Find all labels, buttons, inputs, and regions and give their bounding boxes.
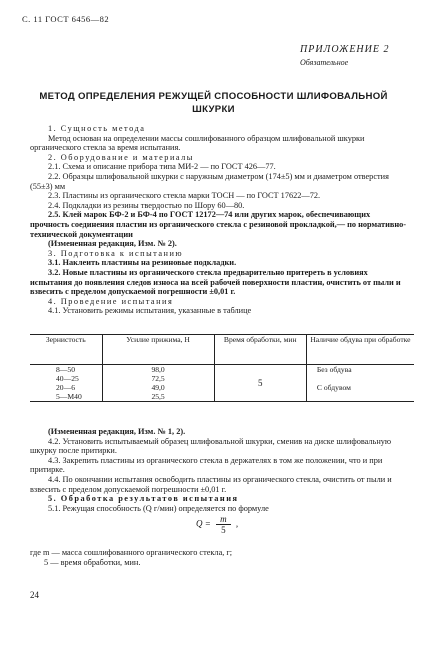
formula-lhs: Q =: [196, 518, 211, 529]
formula-fraction: [216, 514, 231, 535]
table-row: [30, 365, 414, 402]
paragraph: 2.5. Клей марок БФ-2 и БФ-4 по ГОСТ 12172—74 или других марок, обеспечивающих прочность соединения пластин из органического стекла с резиновой прокладкой,— по нормативно-технической документации: [30, 210, 407, 239]
paragraph: Метод основан на определении массы сошлифованного образцом шлифовальной шкурки органического стекла за время испытания.: [30, 133, 365, 153]
section-1-2: [30, 124, 410, 316]
paragraph: 2.3. Пластины из органического стекла марки ТОСН — по ГОСТ 17622—72.: [48, 191, 321, 201]
title-line-2: ШКУРКИ: [192, 104, 235, 115]
blow-value: С обдувом: [316, 383, 351, 392]
paragraph: 4.3. Закрепить пластины из органического стекла в держателях в том же положении, что и при притирке.: [30, 455, 383, 475]
section-heading: 1. Сущность метода: [48, 124, 146, 133]
section-heading: 4. Проведение испытания: [48, 296, 174, 306]
force-value: 25,5: [151, 392, 165, 401]
table-header-row: [30, 335, 414, 365]
formula: [196, 514, 238, 535]
paragraph: 2.2. Образцы шлифовальной шкурки с наружным диаметром (174±5) мм и диаметром отверстия (55±3) мм: [30, 171, 389, 191]
appendix-label: ПРИЛОЖЕНИЕ 2: [300, 44, 390, 55]
time-cell: 5: [214, 365, 306, 402]
force-value: 49,0: [151, 383, 165, 392]
page-number: 24: [30, 590, 39, 600]
amendment-note: (Измененная редакция, Изм. № 1, 2).: [48, 427, 186, 436]
formula-numerator: m: [216, 514, 231, 525]
test-modes-table: [30, 334, 414, 402]
paragraph: 2.1. Схема и описание прибора типа МИ-2 — по ГОСТ 426—77.: [48, 162, 276, 172]
legend-line: где m — масса сошлифованного органического стекла, г;: [30, 548, 233, 557]
title-line-1: МЕТОД ОПРЕДЕЛЕНИЯ РЕЖУЩЕЙ СПОСОБНОСТИ ШЛИФОВАЛЬНОЙ: [39, 91, 388, 102]
paragraph: 5.1. Режущая способность (Q г/мин) определяется по формуле: [48, 503, 269, 513]
paragraph: 4.1. Установить режимы испытания, указанные в таблице: [48, 306, 252, 316]
formula-tail: ,: [235, 518, 239, 529]
section-heading: 5. Обработка результатов испытания: [48, 494, 239, 504]
paragraph: 2.4. Подкладки из резины твердостью по Шору 60—80.: [48, 200, 245, 210]
page-title: [0, 90, 427, 116]
appendix-sub: Обязательное: [300, 58, 349, 67]
grit-value: 5—М40: [56, 392, 82, 401]
force-cell: [102, 365, 214, 402]
force-value: 98,0: [151, 365, 165, 374]
blow-cell: [306, 365, 414, 402]
table-header-cell: Зернистость: [30, 335, 102, 365]
table-header-cell: Время обработки, мин: [214, 335, 306, 365]
section-heading: 2. Оборудование и материалы: [48, 152, 194, 162]
running-header: С. 11 ГОСТ 6456—82: [22, 14, 110, 24]
table-header-cell: Наличие обдува при обработке: [310, 335, 411, 344]
force-value: 72,5: [151, 374, 165, 383]
paragraph: 4.2. Установить испытываемый образец шлифовальной шкурки, сменив на диске шлифовальную шкурку после притирки.: [30, 436, 392, 456]
section-4-5: [30, 427, 410, 513]
grit-cell: [30, 365, 102, 402]
paragraph: 4.4. По окончании испытания освободить пластины из органического стекла, очистить от пыли и взвесить с пределом допускаемой погрешности ±0,01 г.: [30, 474, 392, 494]
section-heading: 3. Подготовка к испытанию: [48, 248, 184, 258]
legend-line: 5 — время обработки, мин.: [44, 557, 141, 567]
paragraph: 3.2. Новые пластины из органического стекла предварительно притереть в условиях испытания до появления следов износа на всей рабочей поверхности пластин, очистить от пыли и взвесить с пределом допускаемой погрешности ±0,01 г.: [30, 267, 401, 297]
amendment-note: (Измененная редакция, Изм. № 2).: [48, 239, 177, 249]
paragraph: 3.1. Наклеить пластины на резиновые подкладки.: [48, 258, 237, 268]
formula-legend: [30, 548, 410, 567]
grit-value: 40—25: [56, 374, 79, 383]
formula-denominator: 5: [221, 525, 226, 535]
grit-value: 8—50: [56, 365, 75, 374]
grit-value: 20—6: [56, 383, 75, 392]
blow-value: Без обдува: [316, 365, 352, 374]
table-header-cell: Усилие прижима, Н: [102, 335, 214, 365]
